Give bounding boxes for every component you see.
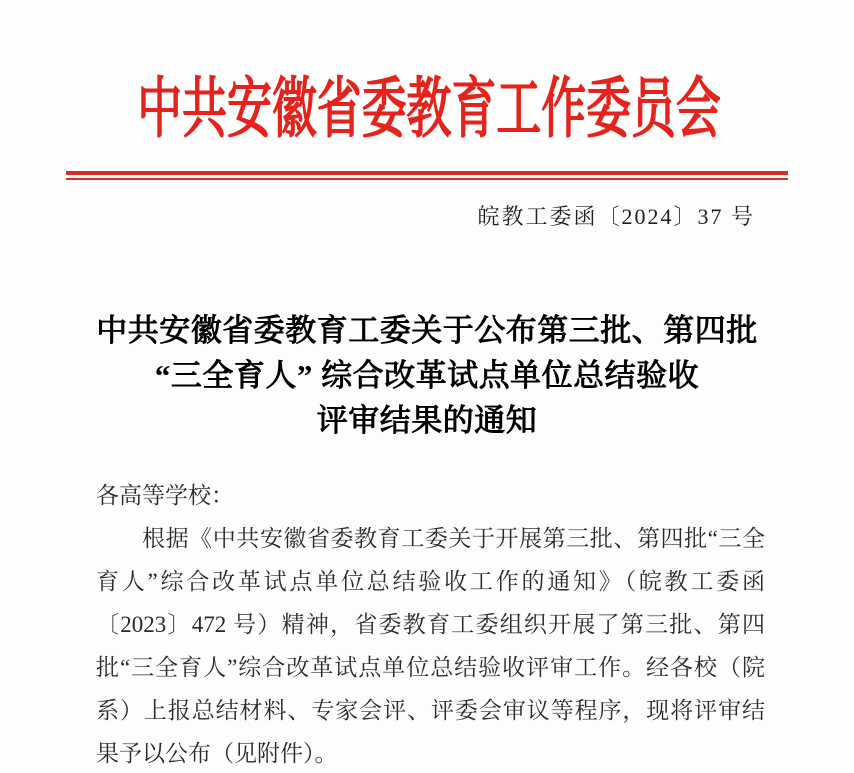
paragraph-line: 果予以公布（见附件）。: [96, 741, 338, 766]
paragraph-line: 根据《中共安徽省委教育工委关于开展第三批、第四批“三全: [142, 526, 765, 551]
body-paragraph: [96, 517, 765, 773]
document-title: [50, 308, 804, 443]
paragraph-line: 育人”综合改革试点单位总结验收工作的通知》（皖教工委函: [96, 569, 765, 594]
title-line-1: 中共安徽省委教育工委关于公布第三批、第四批: [96, 313, 758, 348]
document-number: 皖教工委函〔2024〕37 号: [477, 204, 755, 229]
paragraph-line: 系）上报总结材料、专家会评、评委会审议等程序，现将评审结: [96, 698, 765, 723]
salutation: 各高等学校：: [96, 483, 234, 508]
document-body: [96, 474, 765, 773]
red-divider-line: [66, 171, 788, 180]
title-line-3: 评审结果的通知: [316, 403, 538, 438]
letterhead: [0, 0, 854, 146]
title-line-2: “三全育人” 综合改革试点单位总结验收: [154, 358, 700, 393]
issuing-org-title: 中共安徽省委教育工作委员会: [137, 73, 721, 146]
paragraph-line: 〔2023〕472 号）精神，省委教育工委组织开展了第三批、第四: [96, 612, 765, 637]
paragraph-line: 批“三全育人”综合改革试点单位总结验收评审工作。经各校（院: [96, 655, 765, 680]
